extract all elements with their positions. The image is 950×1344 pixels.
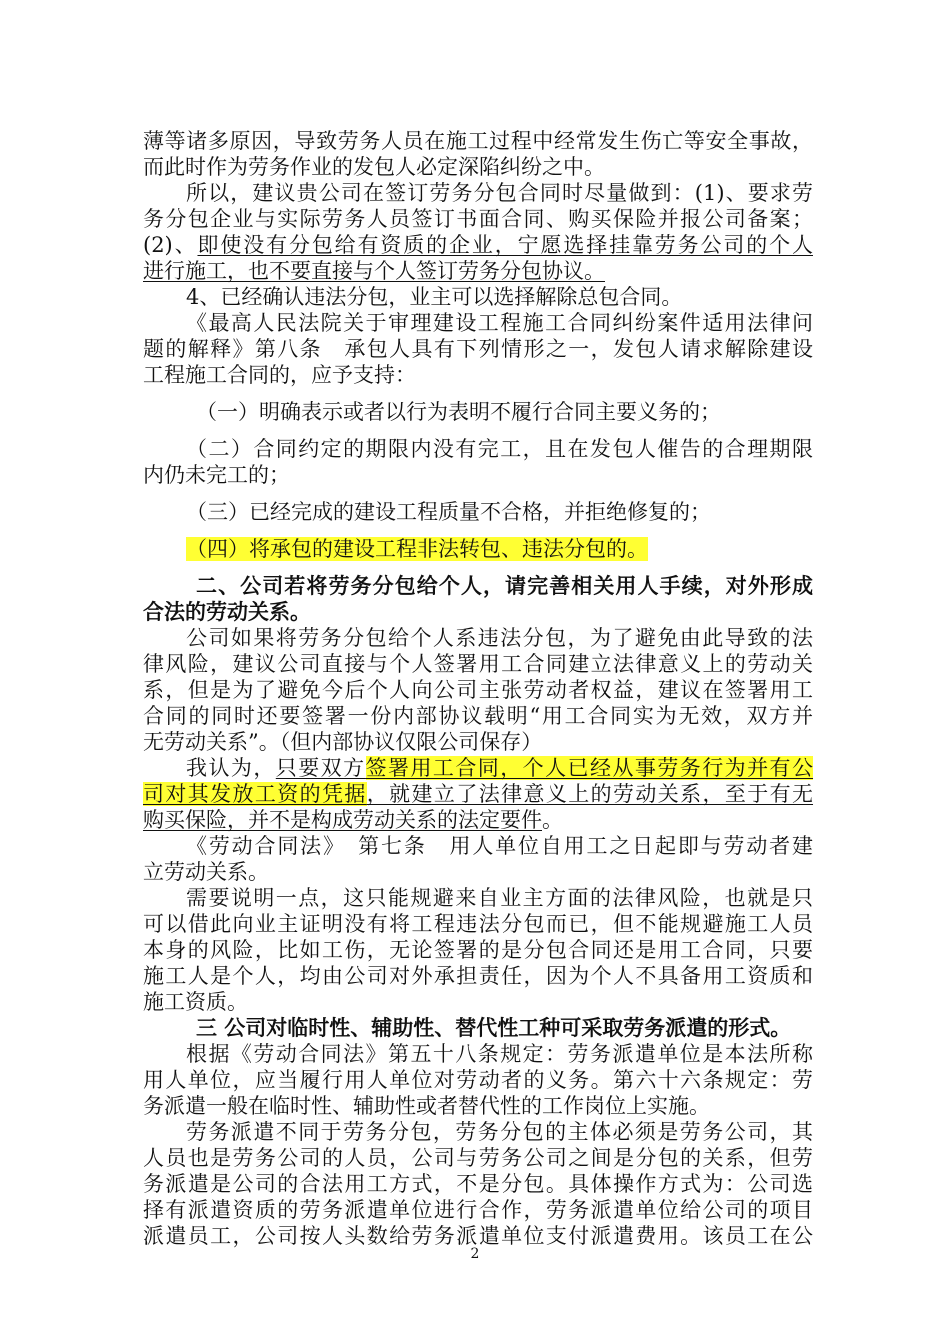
list-item: （三）已经完成的建设工程质量不合格，并拒绝修复的； [186, 500, 711, 524]
underlined-text: 只要双方 [275, 756, 366, 780]
text-run: (2)、 [143, 233, 198, 257]
list-item: （一）明确表示或者以行为表明不履行合同主要义务的； [196, 400, 721, 424]
text-line: 择有派遣资质的劳务派遣单位进行合作，劳务派遣单位给公司的项目 [143, 1198, 813, 1222]
text-line [143, 232, 813, 258]
highlighted-text: （四）将承包的建设工程非法转包、违法分包的。 [186, 537, 648, 561]
text-line: 施工资质。 [143, 990, 248, 1014]
text-line: 题的解释》第八条 承包人具有下列情形之一，发包人请求解除建设 [143, 337, 813, 361]
text-line: 务派遣是公司的合法用工方式，不是分包。具体操作方式为：公司选 [143, 1172, 813, 1196]
text-line: 务派遣一般在临时性、辅助性或者替代性的工作岗位上实施。 [143, 1094, 710, 1118]
section-heading: 三 公司对临时性、辅助性、替代性工种可采取劳务派遣的形式。 [196, 1015, 792, 1040]
text-line [186, 755, 813, 781]
underlined-text: 即使没有分包给有资质的企业，宁愿选择挂靠劳务公司的个人 [197, 233, 813, 257]
highlighted-text: 签署用工合同，个人已经从事劳务行为并有公 [365, 756, 814, 780]
list-item [186, 536, 813, 562]
text-line: 《劳动合同法》 第七条 用人单位自用工之日起即与劳动者建 [186, 834, 813, 858]
text-line: 无劳动关系”。（但内部协议仅限公司保存） [143, 730, 543, 754]
text-line: 劳务派遣不同于劳务分包，劳务分包的主体必须是劳务公司，其 [186, 1120, 813, 1144]
text-line: 根据《劳动合同法》第五十八条规定：劳务派遣单位是本法所称 [186, 1042, 813, 1066]
underlined-text: ，就建立了法律意义上的劳动关系，至于有无 [366, 782, 814, 806]
text-line: 人员也是劳务公司的人员，公司与劳务公司之间是分包的关系，但劳 [143, 1146, 813, 1170]
text-run: 我认为， [186, 756, 276, 780]
text-run: 。 [542, 808, 563, 832]
list-item: 内仍未完工的； [143, 463, 290, 487]
text-line: 立劳动关系。 [143, 860, 269, 884]
text-line: 施工人是个人，均由公司对外承担责任，因为个人不具备用工资质和 [143, 964, 813, 988]
section-heading: 合法的劳动关系。 [143, 599, 311, 624]
text-line: 而此时作为劳务作业的发包人必定深陷纠纷之中。 [143, 155, 605, 179]
underlined-text: 进行施工，也不要直接与个人签订劳务分包协议。 [143, 259, 605, 283]
text-line: 用人单位，应当履行用人单位对劳动者的义务。第六十六条规定：劳 [143, 1068, 813, 1092]
text-line: 需要说明一点，这只能规避来自业主方面的法律风险，也就是只 [186, 886, 813, 910]
text-line: 可以借此向业主证明没有将工程违法分包而已，但不能规避施工人员 [143, 912, 813, 936]
text-line: 《最高人民法院关于审理建设工程施工合同纠纷案件适用法律问 [186, 311, 813, 335]
text-line: 合同的同时还要签署一份内部协议载明“用工合同实为无效，双方并 [143, 704, 813, 728]
text-line: 本身的风险，比如工伤，无论签署的是分包合同还是用工合同，只要 [143, 938, 813, 962]
text-line: 务分包企业与实际劳务人员签订书面合同、购买保险并报公司备案； [143, 207, 813, 231]
text-line [143, 781, 813, 807]
section-heading: 二、公司若将劳务分包给个人，请完善相关用人手续，对外形成 [196, 573, 813, 598]
text-line: 4、已经确认违法分包，业主可以选择解除总包合同。 [186, 285, 683, 309]
text-line: 律风险，建议公司直接与个人签署用工合同建立法律意义上的劳动关 [143, 652, 813, 676]
text-line: 所以，建议贵公司在签订劳务分包合同时尽量做到：(1)、要求劳 [186, 181, 813, 205]
text-line: 公司如果将劳务分包给个人系违法分包，为了避免由此导致的法 [186, 626, 813, 650]
underlined-text: 购买保险，并不是构成劳动关系的法定要件 [143, 808, 542, 832]
text-line [143, 258, 813, 284]
text-line: 系，但是为了避免今后个人向公司主张劳动者权益，建议在签署用工 [143, 678, 813, 702]
list-item: （二）合同约定的期限内没有完工，且在发包人催告的合理期限 [186, 437, 813, 461]
text-line [143, 807, 813, 833]
text-line: 工程施工合同的，应予支持： [143, 363, 416, 387]
text-line: 薄等诸多原因，导致劳务人员在施工过程中经常发生伤亡等安全事故， [143, 129, 813, 153]
page-number: 2 [470, 1246, 480, 1262]
text-line: 派遣员工，公司按人头数给劳务派遣单位支付派遣费用。该员工在公 [143, 1224, 813, 1248]
highlighted-text: 司对其发放工资的凭据 [143, 782, 367, 806]
